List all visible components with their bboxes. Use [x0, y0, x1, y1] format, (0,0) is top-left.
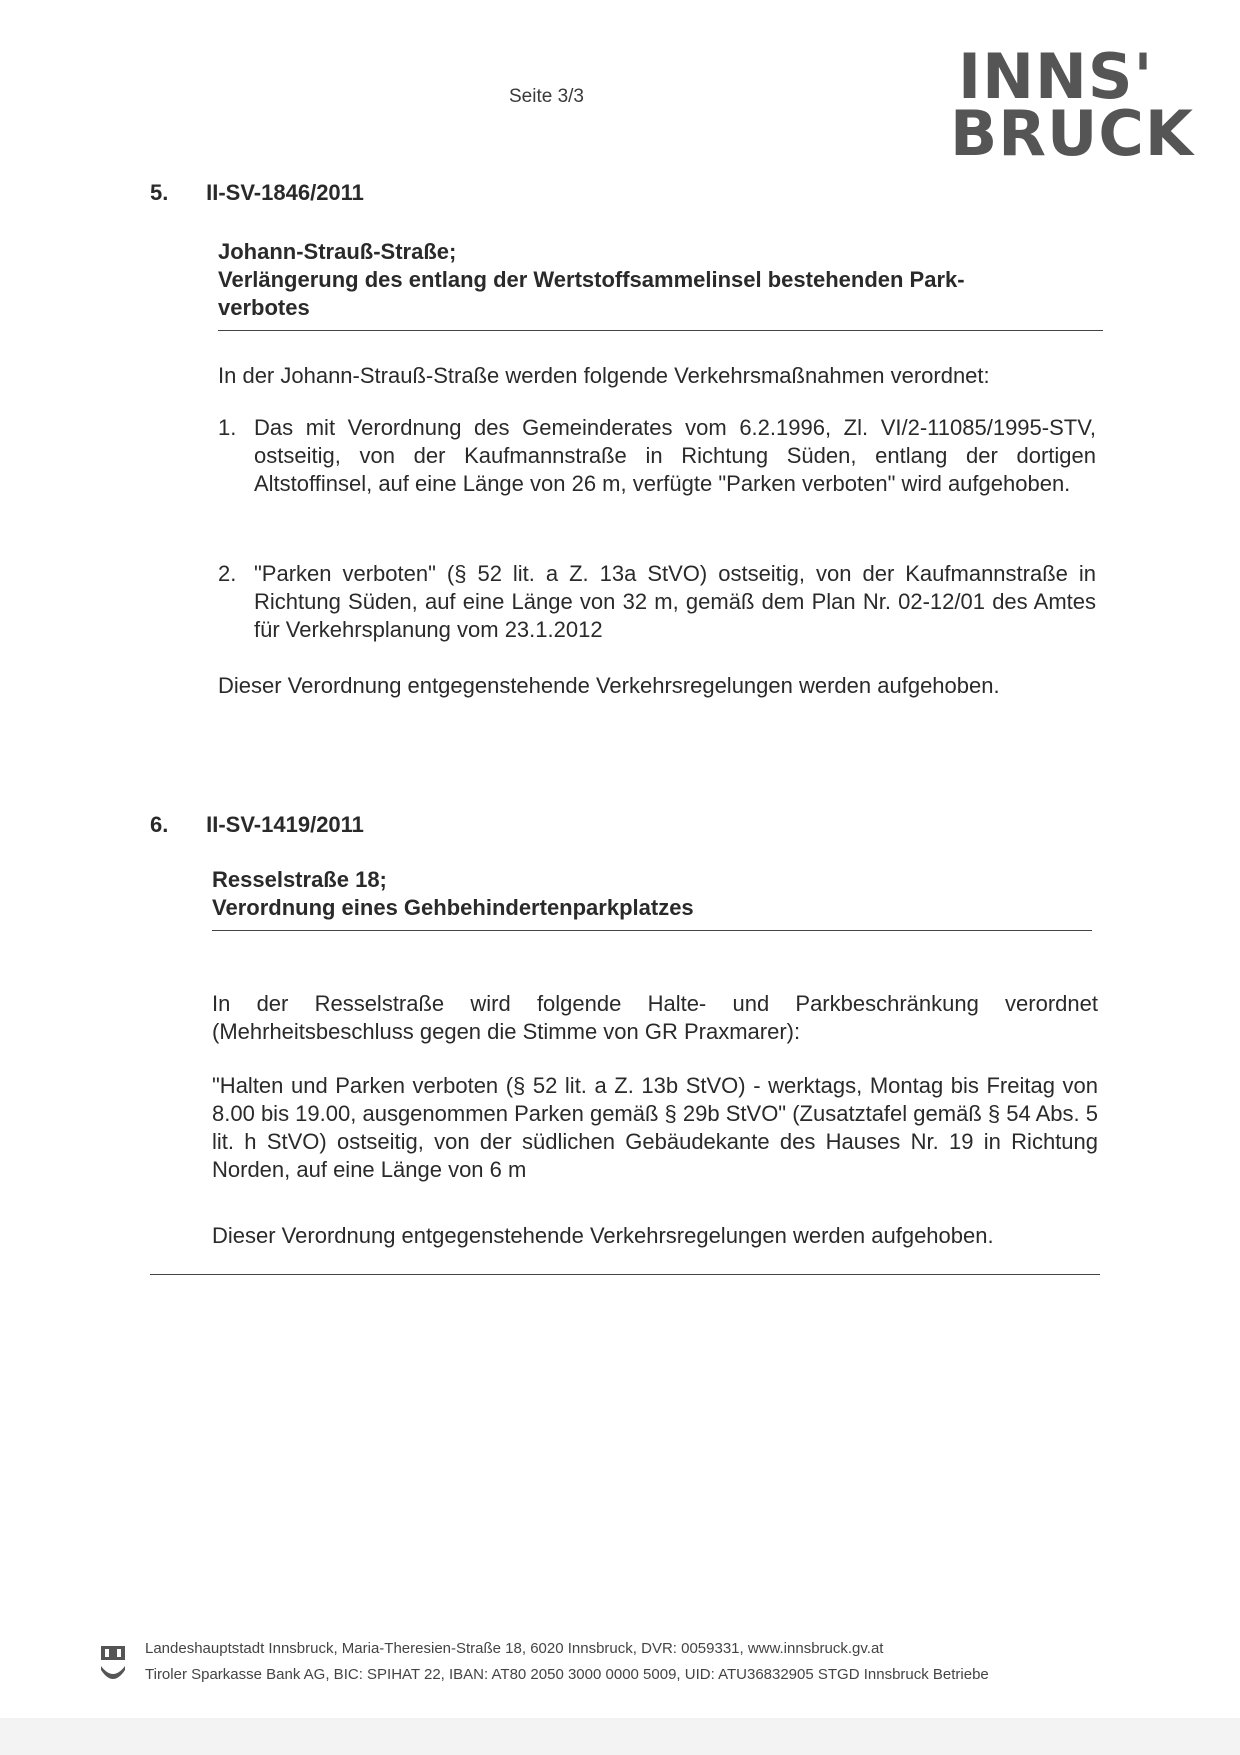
closing-rule: [150, 1274, 1100, 1275]
section-5-intro: In der Johann-Strauß-Straße werden folgende Verkehrsmaßnahmen verordnet:: [218, 363, 990, 388]
section-5-closing: Dieser Verordnung entgegenstehende Verkehrsregelungen werden aufgehoben.: [218, 673, 1000, 698]
logo-line-1: INNS': [958, 40, 1154, 113]
section-5-title: [218, 238, 1098, 322]
title-line-3: verbotes: [218, 295, 310, 320]
footer-line-1: Landeshauptstadt Innsbruck, Maria-Theresien-Straße 18, 6020 Innsbruck, DVR: 0059331, www.innsbruck.gv.at: [145, 1640, 884, 1657]
section-number: 5.: [150, 180, 169, 205]
section-5-heading: [150, 180, 1110, 206]
title-line-1: Johann-Strauß-Straße;: [218, 239, 457, 264]
section-6-title-rule: [212, 930, 1092, 931]
city-logo: [950, 40, 1194, 171]
city-emblem-icon: [100, 1642, 126, 1688]
scan-edge: [0, 1718, 1240, 1755]
page-number: Seite 3/3: [509, 86, 584, 107]
section-6-closing: Dieser Verordnung entgegenstehende Verkehrsregelungen werden aufgehoben.: [212, 1223, 994, 1248]
logo-line-2: BRUCK: [950, 97, 1194, 171]
section-6-heading: [150, 812, 1110, 838]
section-6-title: [212, 866, 1092, 922]
title-line-2: Verordnung eines Gehbehindertenparkplatzes: [212, 895, 694, 920]
item-number: 2.: [218, 561, 237, 586]
title-line-1: Resselstraße 18;: [212, 867, 387, 892]
item-text: Das mit Verordnung des Gemeinderates vom 6.2.1996, Zl. VI/2-11085/1995-STV, ostseitig, von der Kaufmannstraße in Richtung Süden, entlang der dortigen Altstoffinsel, auf eine Länge von 26 m, verfügte "Parken verboten" wird aufgehoben.: [254, 415, 1096, 496]
item-number: 1.: [218, 415, 237, 440]
section-5-item-1: [218, 414, 1098, 534]
section-number: 6.: [150, 812, 169, 837]
section-code: II-SV-1419/2011: [206, 812, 364, 837]
section-5-item-2: [218, 560, 1098, 650]
section-code: II-SV-1846/2011: [206, 180, 364, 205]
section-5-title-rule: [218, 330, 1103, 331]
section-6-intro: In der Resselstraße wird folgende Halte- und Parkbeschränkung verordnet (Mehrheitsbeschluss gegen die Stimme von GR Praxmarer):: [212, 991, 1098, 1044]
footer-line-2: Tiroler Sparkasse Bank AG, BIC: SPIHAT 22, IBAN: AT80 2050 3000 0000 5009, UID: ATU36832905 STGD Innsbruck Betriebe: [145, 1666, 989, 1683]
section-6-body: "Halten und Parken verboten (§ 52 lit. a Z. 13b StVO) - werktags, Montag bis Freitag von 8.00 bis 19.00, ausgenommen Parken gemäß § 29b StVO" (Zusatztafel gemäß § 54 Abs. 5 lit. h StVO) ostseitig, von der südlichen Gebäudekante des Hauses Nr. 19 in Richtung Norden, auf eine Länge von 6 m: [212, 1073, 1098, 1182]
title-line-2: Verlängerung des entlang der Wertstoffsammelinsel bestehenden Park-: [218, 267, 965, 292]
item-text: "Parken verboten" (§ 52 lit. a Z. 13a StVO) ostseitig, von der Kaufmannstraße in Richtung Süden, auf eine Länge von 32 m, gemäß dem Plan Nr. 02-12/01 des Amtes für Verkehrsplanung vom 23.1.2012: [254, 561, 1096, 642]
